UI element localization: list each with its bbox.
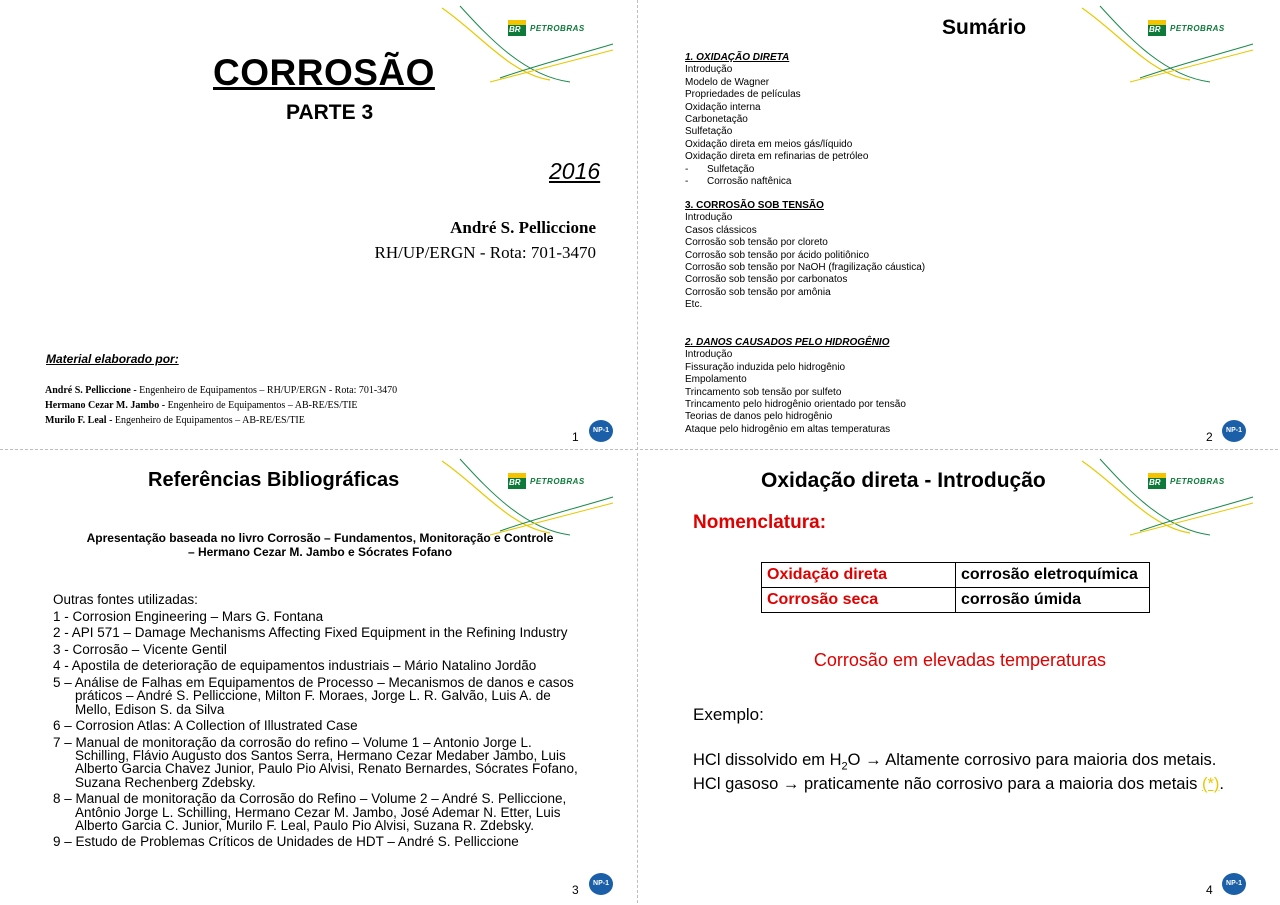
toc-item: Empolamento <box>685 374 747 386</box>
table-cell: Corrosão seca <box>762 588 956 613</box>
toc-section-2 <box>685 337 906 436</box>
other-sources-label: Outras fontes utilizadas: <box>53 592 198 607</box>
np1-badge-icon: NP-1 <box>589 873 613 895</box>
petrobras-logo: BR PETROBRAS <box>1148 20 1225 36</box>
toc-item: Introdução <box>685 64 733 76</box>
toc-item: Propriedades de películas <box>685 89 801 101</box>
toc-item: Fissuração induzida pelo hidrogênio <box>685 361 846 373</box>
toc-item: Trincamento pelo hidrogênio orientado por tensão <box>685 399 906 411</box>
presentation-subtitle: PARTE 3 <box>286 101 374 124</box>
contributor-line: Murilo F. Leal - Engenheiro de Equipamentos – AB-RE/ES/TIE <box>45 415 305 426</box>
page-number: 2 <box>1206 430 1213 444</box>
author-name: André S. Pelliccione <box>450 218 596 237</box>
decorative-swoosh-icon <box>440 457 615 537</box>
toc-item: Introdução <box>685 212 733 224</box>
reference-item: 8 – Manual de monitoração da Corrosão do Refino – Volume 2 – André S. Pelliccione, Antônio Jorge L. Schilling, Hermano Cezar M. Jambo, José Ademar N. Etter, Luis Alberto Garcia C. Junior, Murilo F. Leal, Paulo Pio Alvisi, Suzana R. Zdebsky. <box>53 791 567 833</box>
np1-badge-icon: NP-1 <box>589 420 613 442</box>
arrow-right-icon: → <box>782 775 800 793</box>
toc-heading: 1. OXIDAÇÃO DIRETA <box>685 52 790 63</box>
presentation-title: CORROSÃO <box>213 52 435 93</box>
toc-heading: 2. DANOS CAUSADOS PELO HIDROGÊNIO <box>685 337 890 348</box>
toc-item: Carbonetação <box>685 114 748 126</box>
reference-item: 9 – Estudo de Problemas Críticos de Unidades de HDT – André S. Pelliccione <box>53 834 519 850</box>
petrobras-logo: BR PETROBRAS <box>508 20 585 36</box>
toc-item: Teorias de danos pelo hidrogênio <box>685 411 833 423</box>
arrow-right-icon: → <box>865 751 882 769</box>
toc-subitem: - Sulfetação <box>685 163 755 175</box>
toc-subitem: - Corrosão naftênica <box>685 176 792 188</box>
slide-1 <box>0 0 638 450</box>
book-reference-line: Apresentação baseada no livro Corrosão – Fundamentos, Monitoração e Controle <box>86 531 554 545</box>
slide-title: Oxidação direta - Introdução <box>761 469 1046 492</box>
table-row <box>762 588 1150 613</box>
toc-item: Casos clássicos <box>685 224 757 236</box>
toc-section-1 <box>685 52 868 188</box>
toc-item: Corrosão sob tensão por cloreto <box>685 237 828 249</box>
table-cell: corrosão úmida <box>956 588 1150 613</box>
reference-item: 6 – Corrosion Atlas: A Collection of Illustrated Case <box>53 718 358 734</box>
table-cell: corrosão eletroquímica <box>956 563 1150 588</box>
toc-item: Corrosão sob tensão por carbonatos <box>685 274 848 286</box>
toc-item: Corrosão sob tensão por amônia <box>685 286 831 298</box>
toc-item: Corrosão sob tensão por NaOH (fragilização cáustica) <box>685 262 926 274</box>
page-number: 1 <box>572 430 579 444</box>
presentation-year: 2016 <box>549 158 601 184</box>
example-label: Exemplo: <box>693 705 764 724</box>
other-sources-list <box>53 593 613 849</box>
toc-item: Ataque pelo hidrogênio em altas temperaturas <box>685 423 891 435</box>
author-department: RH/UP/ERGN - Rota: 701-3470 <box>374 243 596 262</box>
decorative-swoosh-icon <box>1080 4 1255 84</box>
high-temperature-heading: Corrosão em elevadas temperaturas <box>813 650 1107 670</box>
slide-2 <box>640 0 1278 450</box>
footnote-link[interactable]: (*) <box>1201 775 1220 793</box>
toc-item: Oxidação direta em refinarias de petróleo <box>685 151 869 163</box>
np1-badge-icon: NP-1 <box>1222 420 1246 442</box>
example-line-1: HCl dissolvido em $H_2O$ → Altamente corrosivo para maioria dos metais. <box>693 751 1217 773</box>
reference-item: 4 - Apostila de deterioração de equipamentos industriais – Mário Natalino Jordão <box>53 658 537 674</box>
toc-item: Sulfetação <box>685 126 733 138</box>
table-cell: Oxidação direta <box>762 563 956 588</box>
prepared-by-label: Material elaborado por: <box>46 352 179 366</box>
contributor-line: Hermano Cezar M. Jambo - Engenheiro de Equipamentos – AB-RE/ES/TIE <box>45 400 358 411</box>
reference-item: 1 - Corrosion Engineering – Mars G. Fontana <box>53 608 324 624</box>
decorative-swoosh-icon <box>440 4 615 84</box>
slide-title: Sumário <box>942 16 1027 39</box>
book-reference-line: – Hermano Cezar M. Jambo e Sócrates Fofano <box>187 545 453 559</box>
slide-4 <box>640 453 1278 903</box>
np1-badge-icon: NP-1 <box>1222 873 1246 895</box>
toc-item: Introdução <box>685 349 733 361</box>
nomenclature-table <box>761 562 1150 613</box>
nomenclature-label: Nomenclatura: <box>693 512 827 533</box>
reference-item: 2 - API 571 – Damage Mechanisms Affecting Fixed Equipment in the Refining Industry <box>53 625 568 641</box>
toc-item: Corrosão sob tensão por ácido politiônico <box>685 249 869 261</box>
page-number: 4 <box>1206 883 1213 897</box>
reference-item: 3 - Corrosão – Vicente Gentil <box>53 641 227 657</box>
toc-item: Etc. <box>685 299 703 311</box>
slide-title: Referências Bibliográficas <box>148 469 400 491</box>
example-line-2: HCl gasoso → praticamente não corrosivo para a maioria dos metais (*). <box>693 775 1224 793</box>
petrobras-logo: BR PETROBRAS <box>508 473 585 489</box>
decorative-swoosh-icon <box>1080 457 1255 537</box>
toc-item: Oxidação direta em meios gás/líquido <box>685 138 853 150</box>
toc-item: Trincamento sob tensão por sulfeto <box>685 386 842 398</box>
contributors-list <box>45 383 397 428</box>
page-number: 3 <box>572 883 579 897</box>
slide-3 <box>0 453 638 903</box>
toc-heading: 3. CORROSÃO SOB TENSÃO <box>685 200 824 211</box>
toc-section-3 <box>685 200 925 312</box>
reference-item: 7 – Manual de monitoração da corrosão do refino – Volume 1 – Antonio Jorge L. Schilling, Flávio Augusto dos Santos Serra, Hermano Cezar Medaber Jambo, Luis Alberto Garcia Chavez Junior, Paulo Pio Alvisi, Renato Bernardes, Sócrates Fofano, Suzana Rechenberg Zdebsky. <box>53 734 578 790</box>
table-row <box>762 563 1150 588</box>
petrobras-logo: BR PETROBRAS <box>1148 473 1225 489</box>
toc-item: Modelo de Wagner <box>685 76 770 88</box>
reference-item: 5 – Análise de Falhas em Equipamentos de Processo – Mecanismos de danos e casos práticos – André S. Pelliccione, Milton F. Moraes, Jorge L. R. Galvão, Luis A. de Mello, Edison S. da Silva <box>53 674 574 717</box>
contributor-line: André S. Pelliccione - Engenheiro de Equipamentos – RH/UP/ERGN - Rota: 701-3470 <box>45 385 398 396</box>
toc-item: Oxidação interna <box>685 101 761 113</box>
book-reference <box>40 531 600 559</box>
